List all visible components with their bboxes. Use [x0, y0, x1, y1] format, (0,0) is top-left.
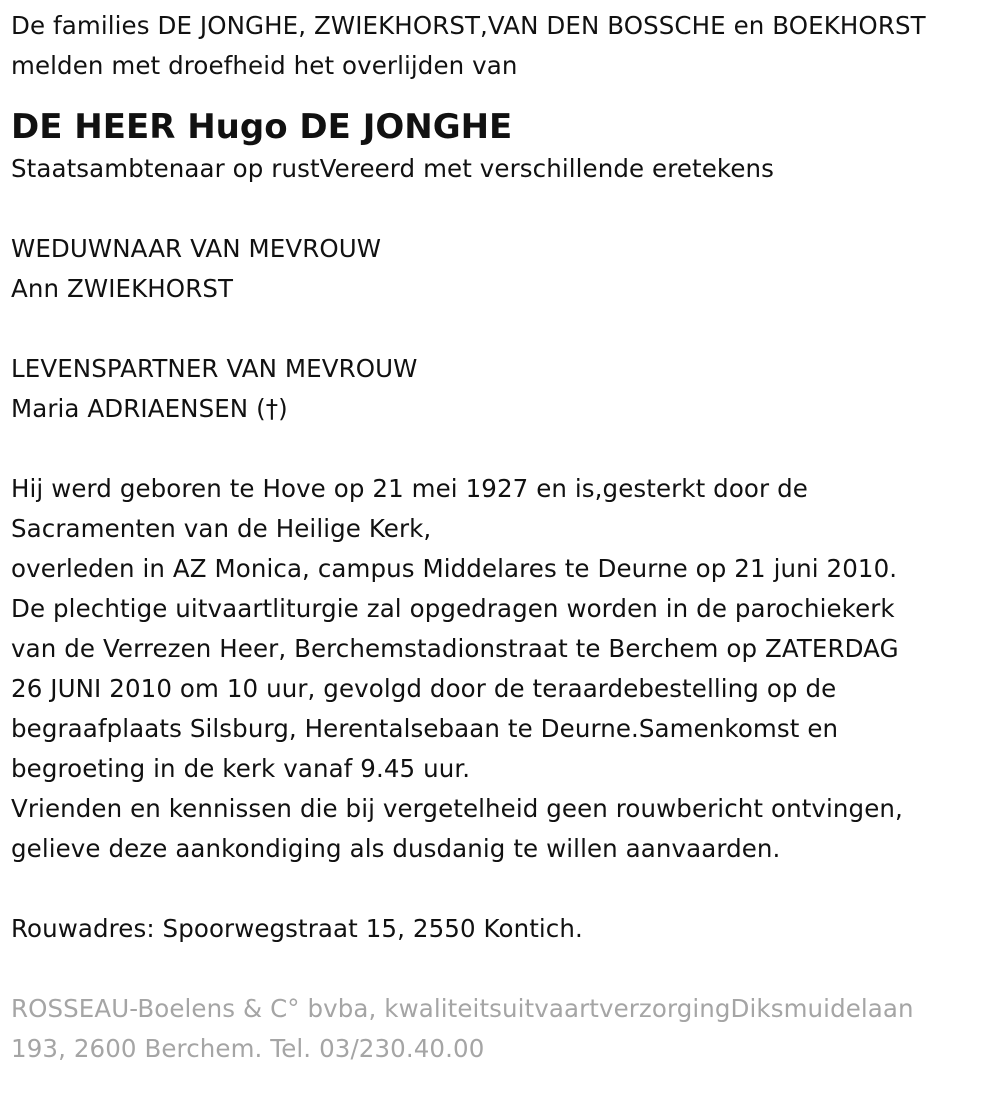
body-line: overleden in AZ Monica, campus Middelares te Deurne op 21 juni 2010. — [11, 554, 898, 583]
deceased-title: Staatsambtenaar op rustVereerd met verschillende eretekens — [11, 154, 774, 183]
deceased-name: DE HEER Hugo DE JONGHE — [11, 107, 513, 147]
body-line: van de Verrezen Heer, Berchemstadionstraat te Berchem op ZATERDAG — [11, 634, 899, 663]
body-line: De plechtige uitvaartliturgie zal opgedragen worden in de parochiekerk — [11, 594, 895, 623]
spouse-heading: WEDUWNAAR VAN MEVROUW — [11, 234, 382, 263]
spacer — [11, 429, 1000, 469]
spacer — [11, 189, 1000, 229]
body-line: 26 JUNI 2010 om 10 uur, gevolgd door de teraardebestelling op de — [11, 674, 837, 703]
body-line: begroeting in de kerk vanaf 9.45 uur. — [11, 754, 471, 783]
funeral-details — [11, 469, 1000, 869]
funeral-home-line: ROSSEAU-Boelens & C° bvba, kwaliteitsuitvaartverzorgingDiksmuidelaan — [11, 994, 914, 1023]
announcement-line: melden met droefheid het overlijden van — [11, 51, 518, 80]
body-line: begraafplaats Silsburg, Herentalsebaan te Deurne.Samenkomst en — [11, 714, 839, 743]
body-line: gelieve deze aankondiging als dusdanig te willen aanvaarden. — [11, 834, 781, 863]
families-line: De families DE JONGHE, ZWIEKHORST,VAN DEN BOSSCHE en BOEKHORST — [11, 11, 926, 40]
body-line: Hij werd geboren te Hove op 21 mei 1927 en is,gesterkt door de — [11, 474, 808, 503]
body-line: Vrienden en kennissen die bij vergetelheid geen rouwbericht ontvingen, — [11, 794, 903, 823]
partner-name: Maria ADRIAENSEN (†) — [11, 394, 288, 423]
funeral-home-contact: 193, 2600 Berchem. Tel. 03/230.40.00 — [11, 1034, 485, 1063]
spouse-name: Ann ZWIEKHORST — [11, 274, 234, 303]
announcement-intro — [11, 6, 1000, 86]
partner-heading: LEVENSPARTNER VAN MEVROUW — [11, 354, 418, 383]
mourning-address: Rouwadres: Spoorwegstraat 15, 2550 Kontich. — [11, 914, 583, 943]
funeral-home-footer — [11, 989, 1000, 1069]
body-line: Sacramenten van de Heilige Kerk, — [11, 514, 432, 543]
spacer — [11, 869, 1000, 909]
spacer — [11, 309, 1000, 349]
